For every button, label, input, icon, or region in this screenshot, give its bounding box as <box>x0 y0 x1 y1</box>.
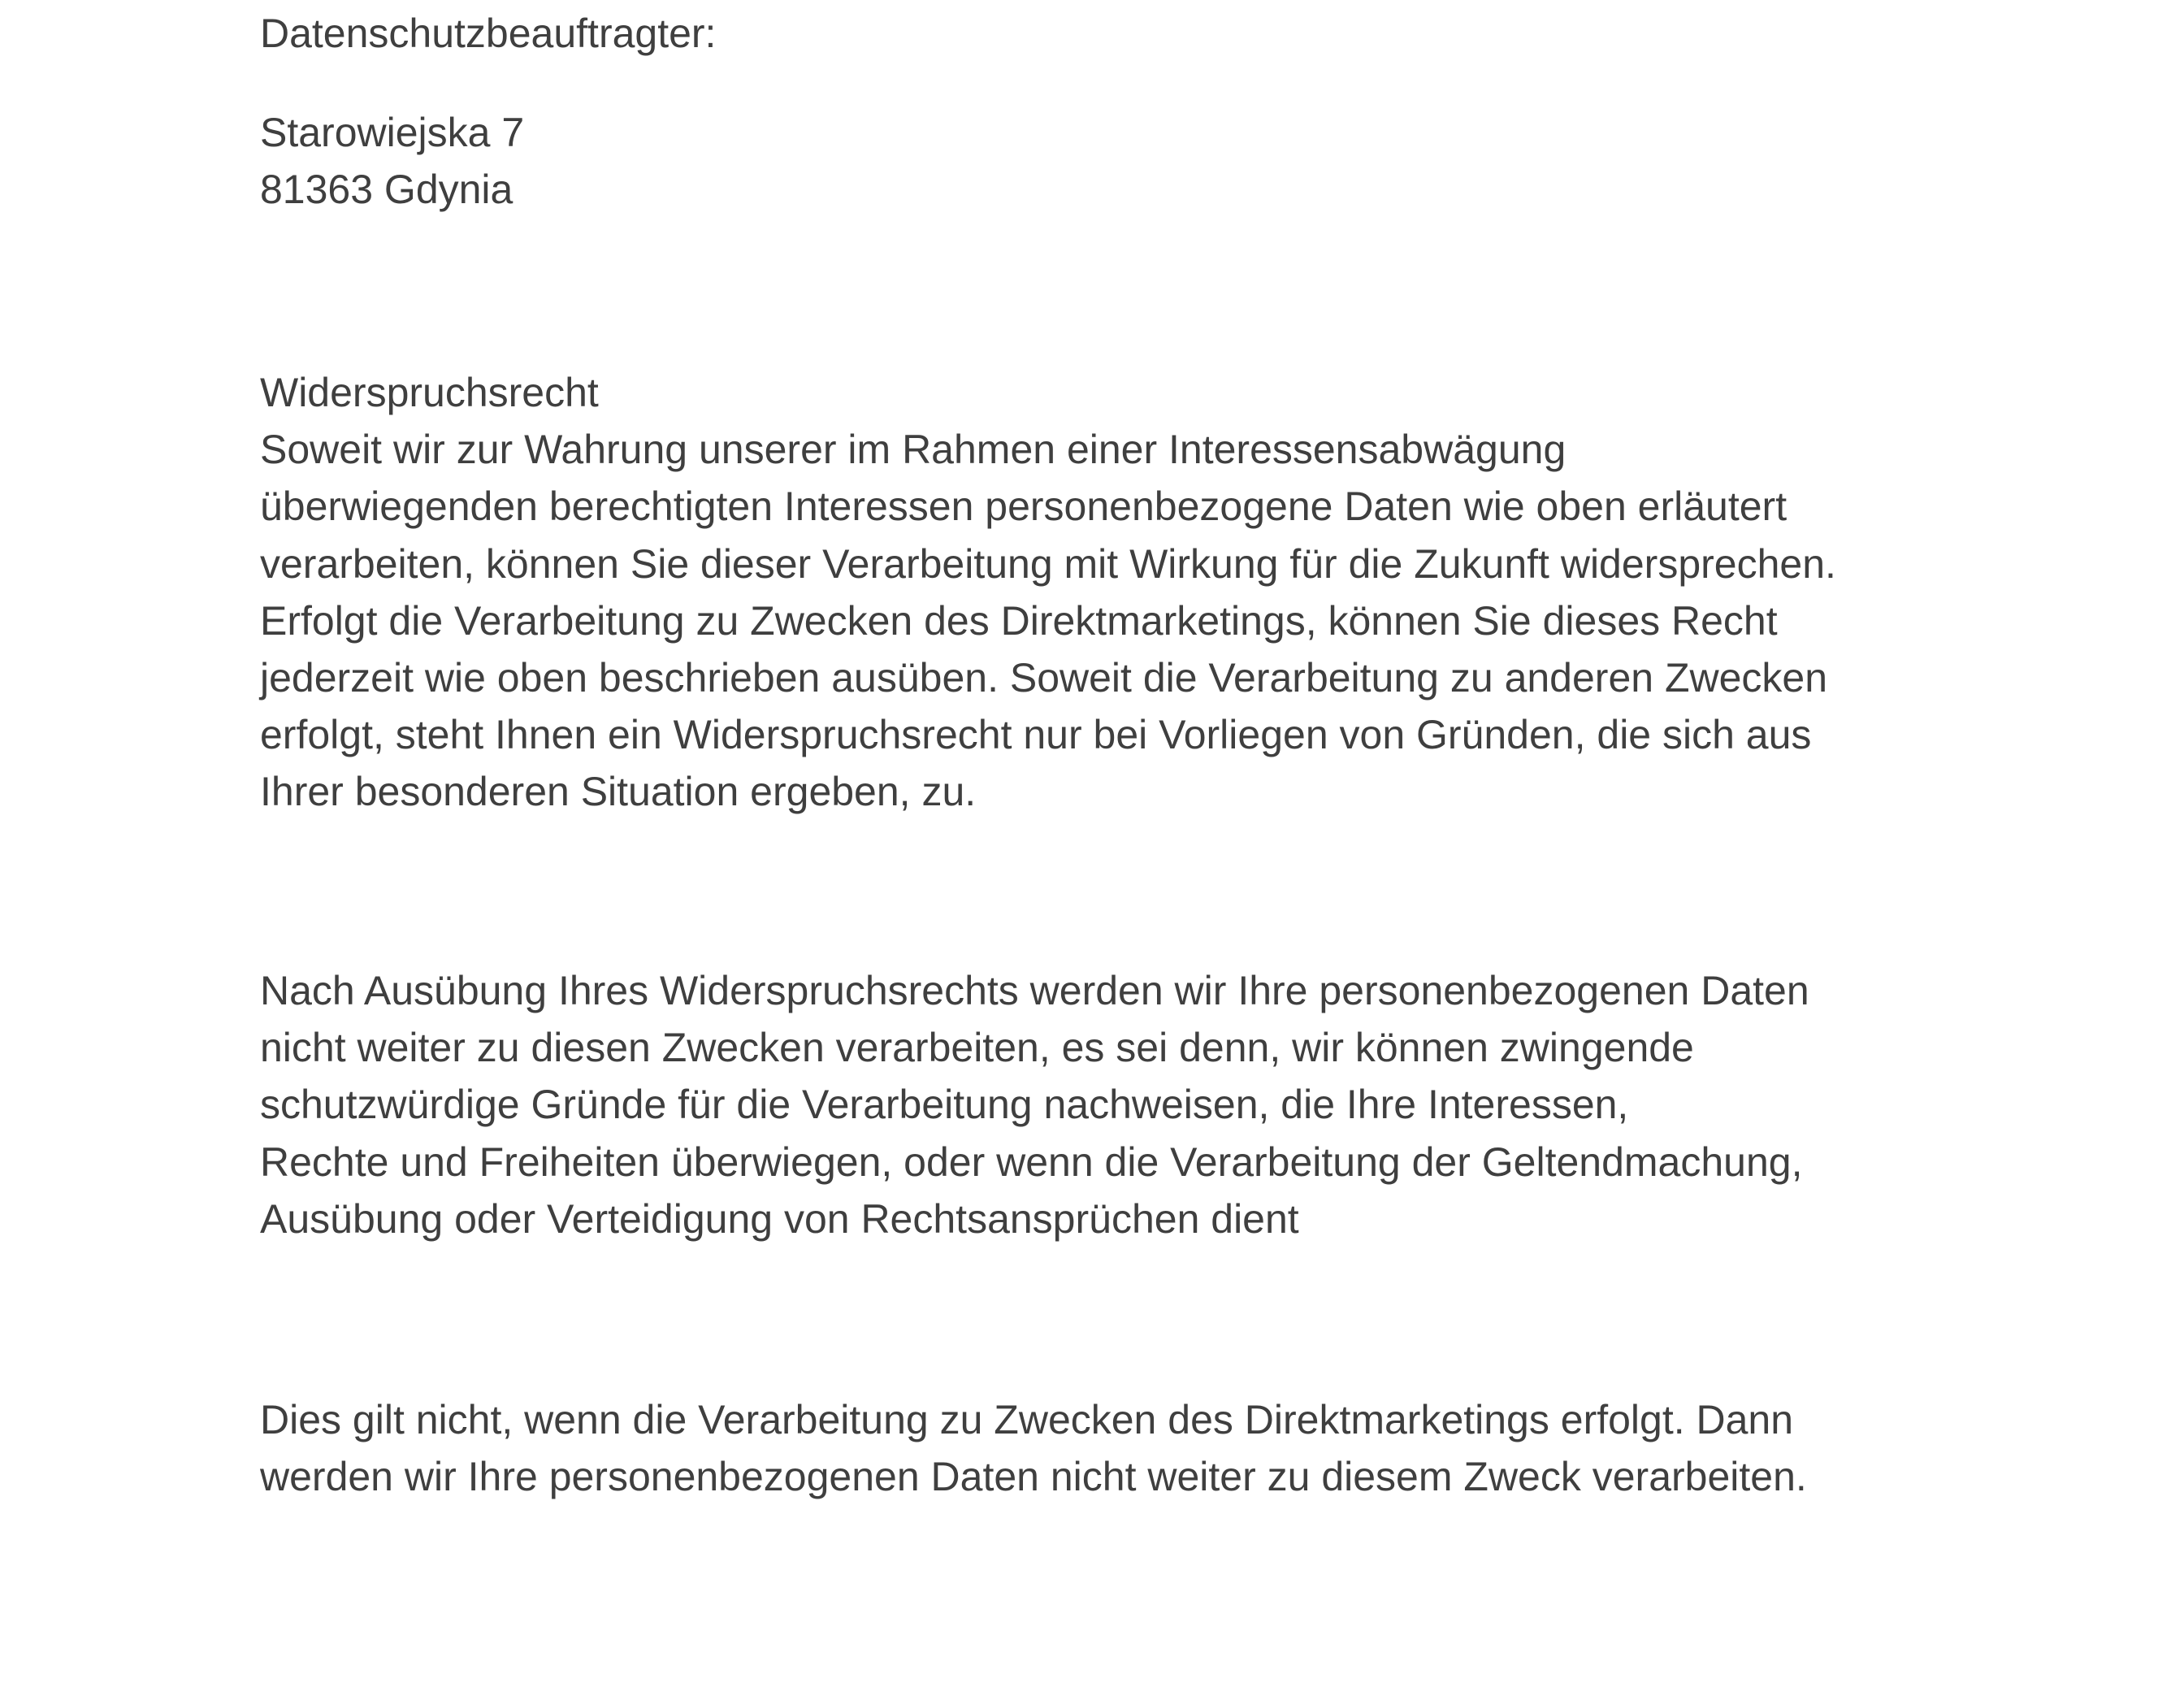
paragraph-line: erfolgt, steht Ihnen ein Widerspruchsrecht nur bei Vorliegen von Gründen, die sich aus <box>260 712 1812 758</box>
address-street: Starowiejska 7 <box>260 110 525 155</box>
paragraph-line: jederzeit wie oben beschrieben ausüben. Soweit die Verarbeitung zu anderen Zwecken <box>260 655 1828 701</box>
paragraph-line: Nach Ausübung Ihres Widerspruchsrechts werden wir Ihre personenbezogenen Daten <box>260 968 1809 1013</box>
paragraph-line: überwiegenden berechtigten Interessen personenbezogene Daten wie oben erläutert <box>260 484 1788 530</box>
after-objection-paragraph <box>260 962 1809 1247</box>
dpo-label-text: Datenschutzbeauftragter: <box>260 11 717 56</box>
address-block <box>260 104 524 218</box>
objection-right-heading: Widerspruchsrecht <box>260 370 599 415</box>
paragraph-line: Erfolgt die Verarbeitung zu Zwecken des Direktmarketings, können Sie dieses Recht <box>260 597 1778 644</box>
data-protection-officer-label <box>260 5 716 62</box>
paragraph-line: Dies gilt nicht, wenn die Verarbeitung zu Zwecken des Direktmarketings erfolgt. Dann <box>260 1397 1794 1442</box>
paragraph-line: Ihrer besonderen Situation ergeben, zu. <box>260 769 977 815</box>
objection-right-section <box>260 364 1836 821</box>
paragraph-line: nicht weiter zu diesen Zwecken verarbeiten, es sei denn, wir können zwingende <box>260 1025 1694 1071</box>
paragraph-line: Ausübung oder Verteidigung von Rechtsansprüchen dient <box>260 1195 1299 1242</box>
paragraph-line: Soweit wir zur Wahrung unserer im Rahmen einer Interessensabwägung <box>260 427 1566 473</box>
address-city: 81363 Gdynia <box>260 167 514 213</box>
direct-marketing-paragraph <box>260 1391 1807 1505</box>
paragraph-line: schutzwürdige Gründe für die Verarbeitung nachweisen, die Ihre Interessen, <box>260 1082 1629 1128</box>
paragraph-line: Rechte und Freiheiten überwiegen, oder wenn die Verarbeitung der Geltendmachung, <box>260 1139 1803 1185</box>
paragraph-line: verarbeiten, können Sie dieser Verarbeitung mit Wirkung für die Zukunft widersprechen. <box>260 540 1836 587</box>
paragraph-line: werden wir Ihre personenbezogenen Daten nicht weiter zu diesem Zweck verarbeiten. <box>260 1454 1807 1500</box>
